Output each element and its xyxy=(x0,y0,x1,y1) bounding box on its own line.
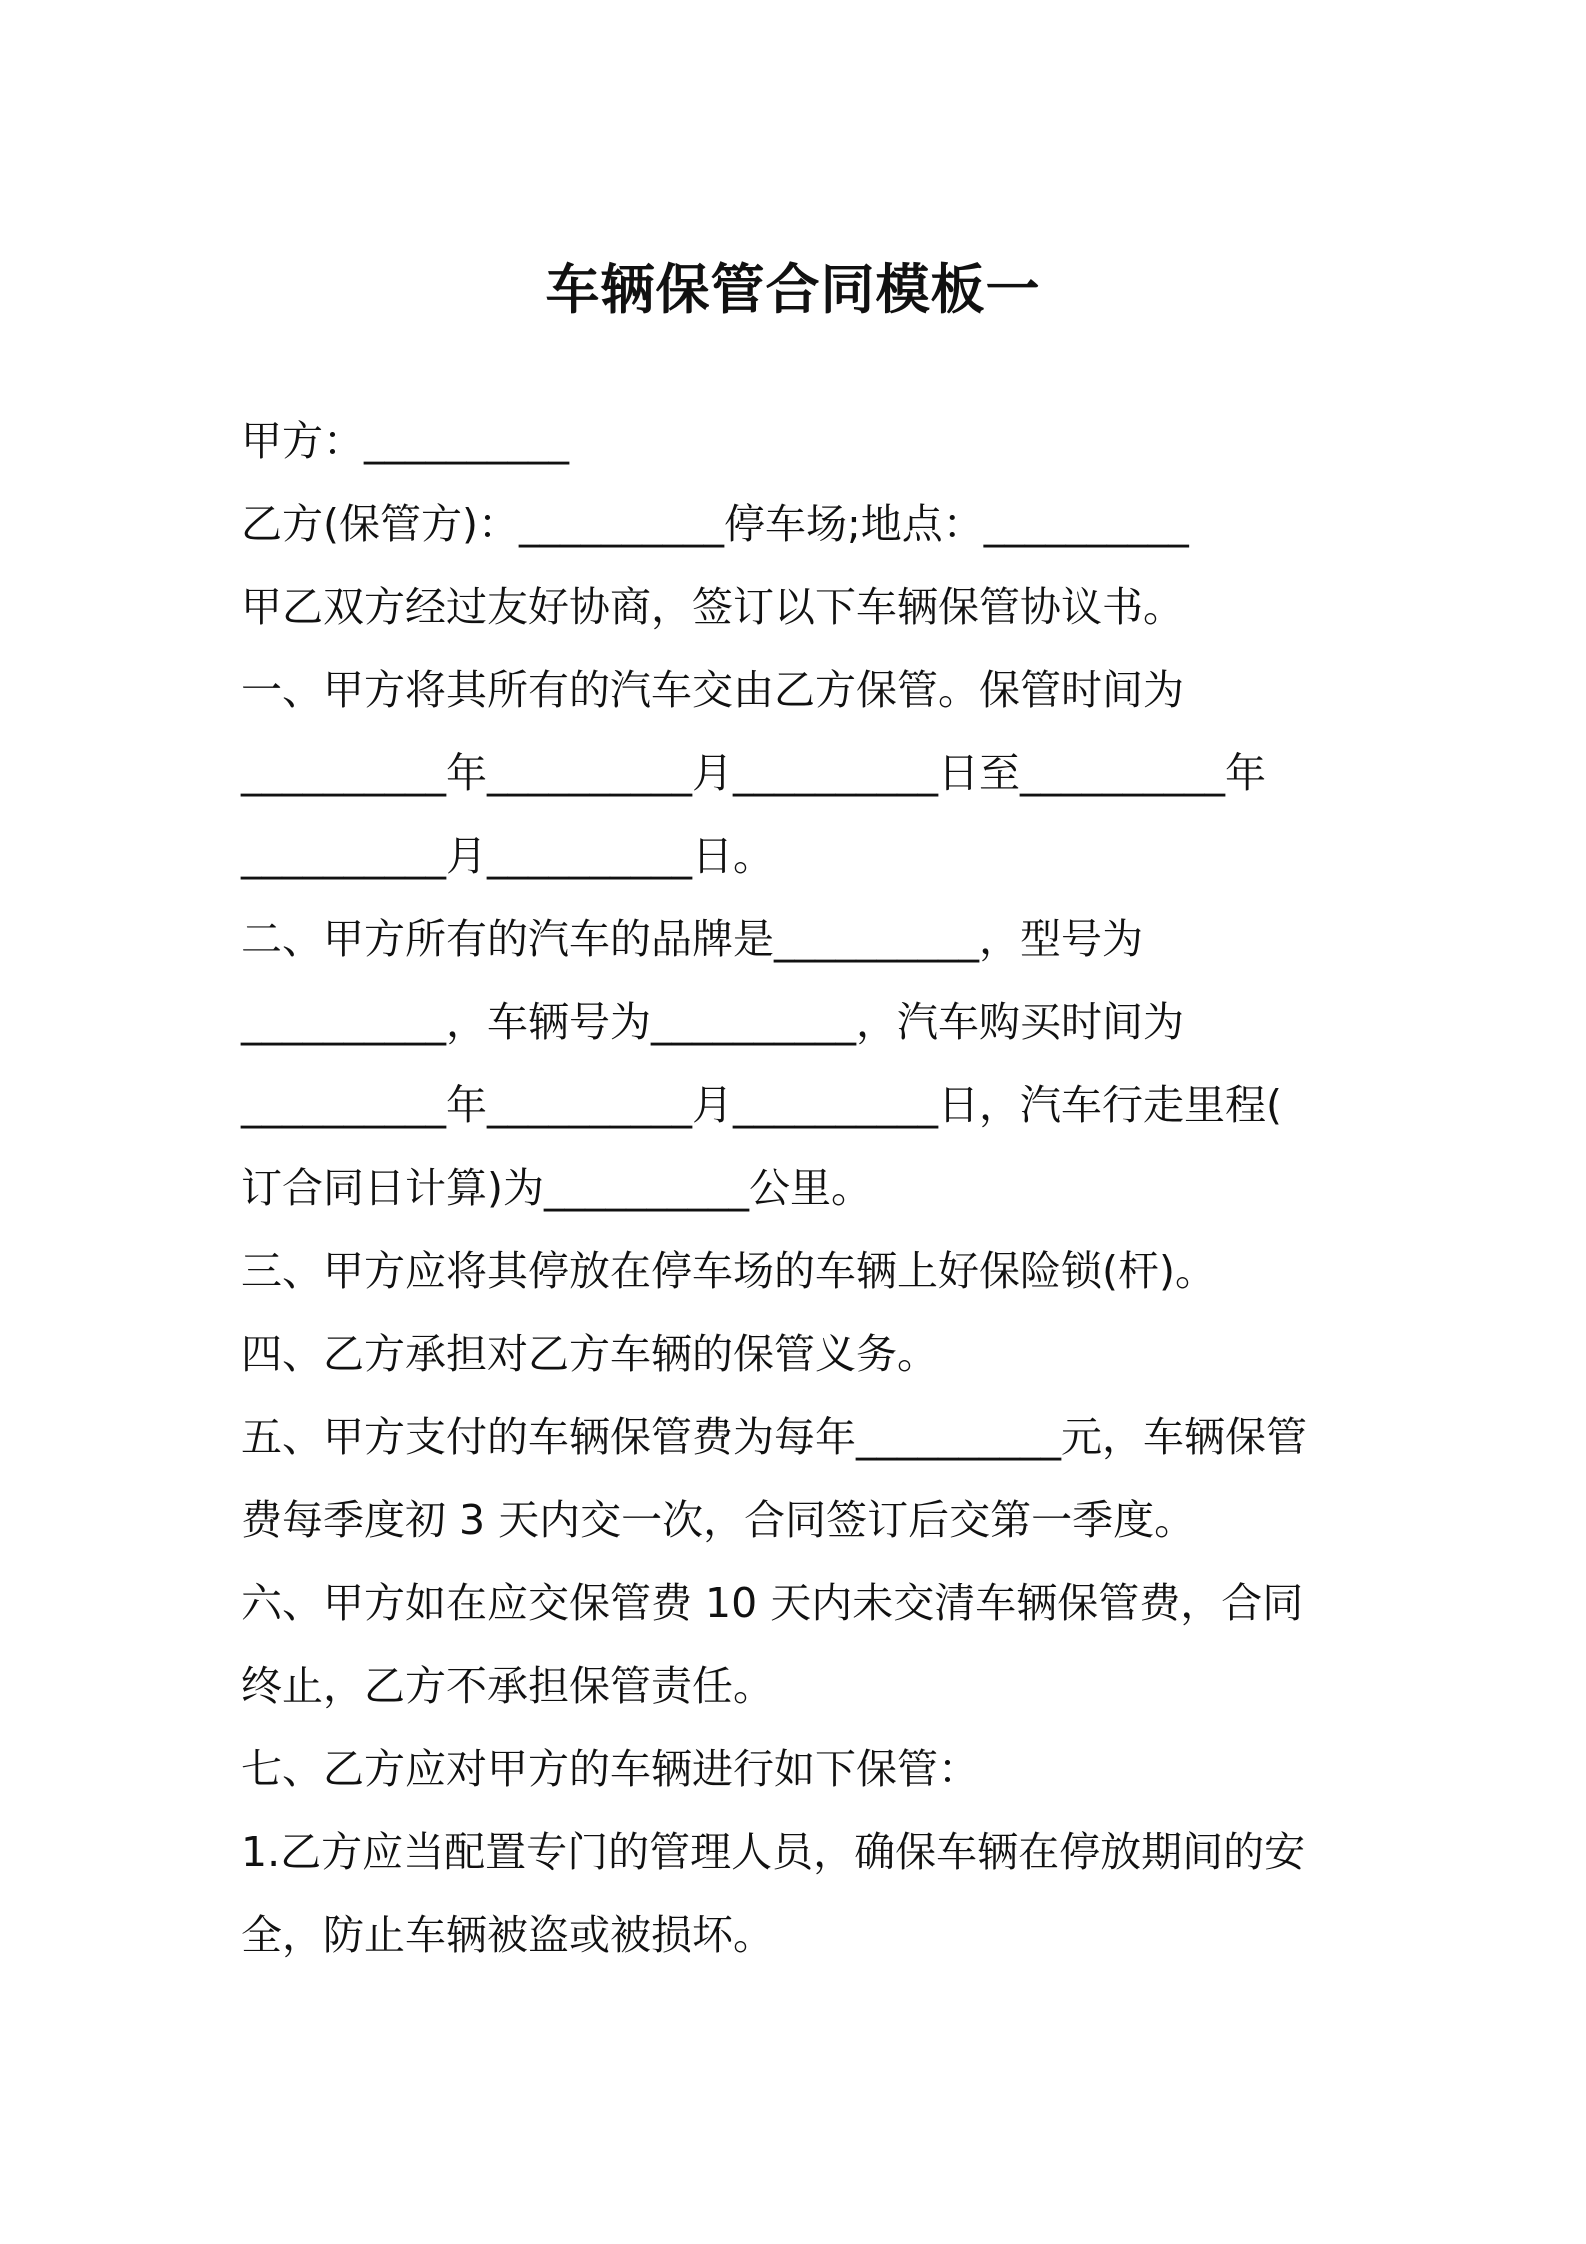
clause-4: 四、乙方承担对乙方车辆的保管义务。 xyxy=(241,1330,938,1378)
clause-1-line-3: __________月__________日。 xyxy=(241,832,774,880)
clause-3: 三、甲方应将其停放在停车场的车辆上好保险锁(杆)。 xyxy=(241,1247,1216,1295)
clause-2-line-3: __________年__________月__________日，汽车行走里程( xyxy=(241,1081,1282,1129)
clause-6-line-1: 六、甲方如在应交保管费 10 天内未交清车辆保管费，合同 xyxy=(241,1579,1304,1627)
clause-1-line-1: 一、甲方将其所有的汽车交由乙方保管。保管时间为 xyxy=(241,666,1184,714)
agreement-intro: 甲乙双方经过友好协商，签订以下车辆保管协议书。 xyxy=(241,583,1184,631)
party-a-line: 甲方：__________ xyxy=(241,417,569,465)
clause-1-line-2: __________年__________月__________日至__________年 xyxy=(241,749,1266,797)
document-body xyxy=(241,400,1351,1977)
clause-5-line-2: 费每季度初 3 天内交一次，合同签订后交第一季度。 xyxy=(241,1496,1196,1544)
clause-7-item-1-line-1: 1.乙方应当配置专门的管理人员，确保车辆在停放期间的安 xyxy=(241,1828,1306,1876)
clause-2-line-2: __________，车辆号为__________，汽车购买时间为 xyxy=(241,998,1184,1046)
clause-6-line-2: 终止，乙方不承担保管责任。 xyxy=(241,1662,774,1710)
clause-7-item-1-line-2: 全，防止车辆被盗或被损坏。 xyxy=(241,1911,774,1959)
party-b-line: 乙方(保管方)：__________停车场;地点：__________ xyxy=(241,500,1189,548)
clause-2-line-4: 订合同日计算)为__________公里。 xyxy=(241,1164,872,1212)
clause-2-line-1: 二、甲方所有的汽车的品牌是__________，型号为 xyxy=(241,915,1143,963)
clause-7: 七、乙方应对甲方的车辆进行如下保管： xyxy=(241,1745,979,1793)
clause-5-line-1: 五、甲方支付的车辆保管费为每年__________元，车辆保管 xyxy=(241,1413,1307,1461)
document-title: 车辆保管合同模板一 xyxy=(545,258,1041,321)
